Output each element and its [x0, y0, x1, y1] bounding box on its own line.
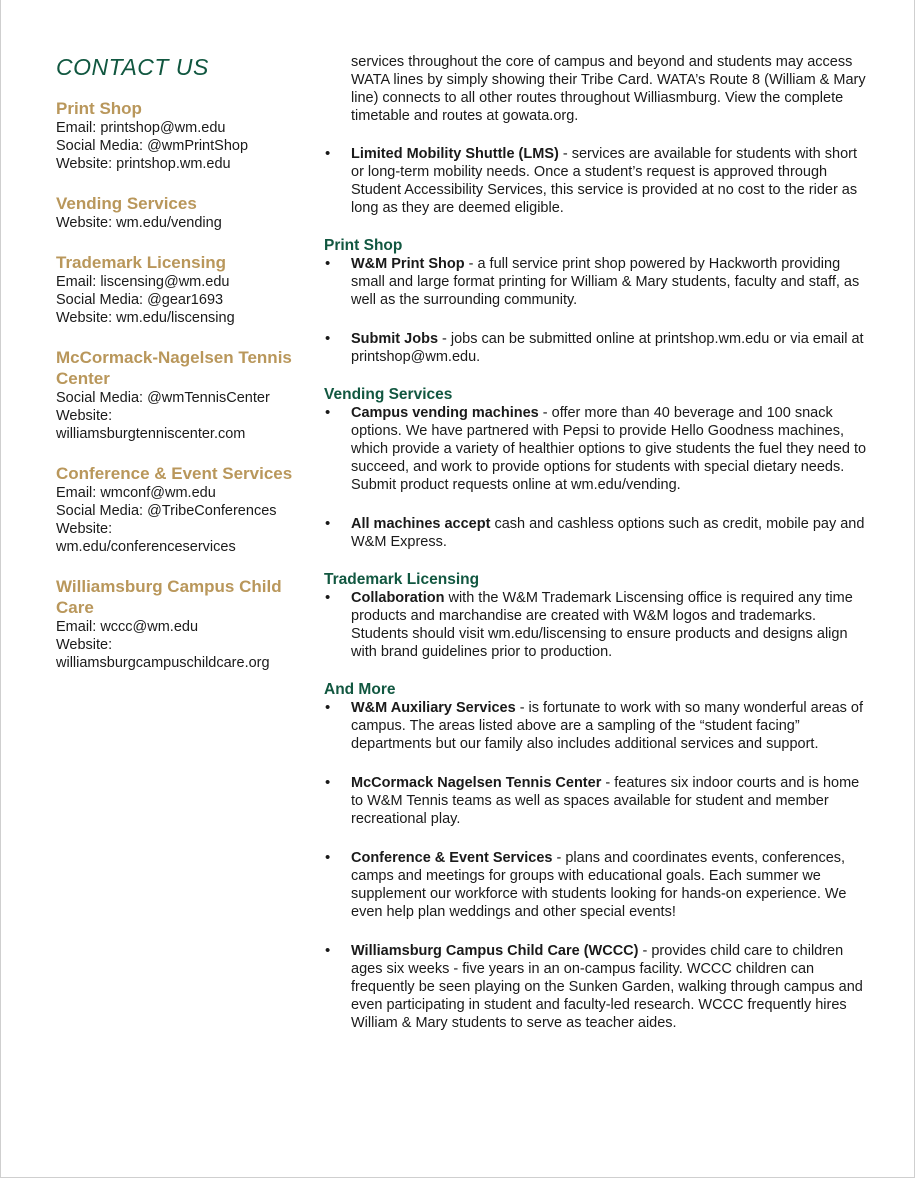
- contact-line: Email: liscensing@wm.edu: [56, 274, 230, 290]
- section-print-shop: [324, 237, 869, 366]
- bullet-text: with the W&M Trademark Liscensing office is required any time products and marchandise are created with W&M logos and trademarks. Students should visit wm.edu/liscensing to ensure products and designs align with brand guidelines prior to production.: [351, 590, 853, 660]
- contact-block-trademark-licensing: [56, 252, 296, 327]
- contact-line: Social Media: @TribeConferences: [56, 503, 277, 519]
- bullet-item: [324, 589, 869, 661]
- contact-line: Social Media: @gear1693: [56, 292, 224, 308]
- bullet-item: [324, 849, 869, 921]
- section-trademark-licensing: [324, 571, 869, 661]
- bullet-lead: Campus vending machines: [351, 405, 539, 421]
- section-title: And More: [324, 681, 396, 698]
- bullet-item: [324, 699, 869, 753]
- bullet-lead: McCormack Nagelsen Tennis Center: [351, 775, 602, 791]
- bullet-text: - features six indoor courts and is home to W&M Tennis teams as well as spaces available for student and member recreational play.: [351, 775, 860, 827]
- services-column: [324, 53, 869, 1052]
- section-title: Trademark Licensing: [324, 571, 480, 588]
- contact-heading: Trademark Licensing: [56, 253, 227, 272]
- bullet-item: [324, 404, 869, 494]
- transportation-intro: services throughout the core of campus and beyond and students may access WATA lines by simply showing their Tribe Card. WATA’s Route 8 (William & Mary line) connects to all other routes throughout Williasmburg. View the complete timetable and routes at gowata.org.: [351, 54, 866, 124]
- contact-title: CONTACT US: [56, 54, 209, 80]
- transportation-section: [324, 53, 869, 217]
- lms-bullet: [324, 145, 869, 217]
- bullet-text: - plans and coordinates events, conferences, camps and meetings for groups with educational goals. Each summer we supplement our workforce with students looking for hands-on experience. We even help plan weddings and other special events!: [351, 850, 847, 920]
- contact-block-williamsburg-campus-child-care: [56, 576, 296, 672]
- bullet-icon: •: [325, 699, 331, 716]
- contact-line: Website:: [56, 637, 113, 653]
- contact-block-vending-services: [56, 193, 296, 232]
- bullet-icon: •: [325, 255, 331, 272]
- bullet-item: [324, 515, 869, 551]
- contact-line: williamsburgtenniscenter.com: [56, 426, 246, 442]
- contact-line: Social Media: @wmPrintShop: [56, 138, 249, 154]
- bullet-icon: •: [325, 515, 331, 532]
- bullet-lead: Submit Jobs: [351, 331, 439, 347]
- bullet-icon: •: [325, 404, 331, 421]
- contact-heading: Williamsburg Campus Child Care: [56, 577, 282, 617]
- section-title: Print Shop: [324, 237, 403, 254]
- bullet-lead: Limited Mobility Shuttle (LMS): [351, 146, 559, 162]
- section-title: Vending Services: [324, 386, 453, 403]
- bullet-text: - is fortunate to work with so many wonderful areas of campus. The areas listed above are a sampling of the “student facing” departments but our family also includes additional services and support.: [351, 700, 864, 752]
- contact-column: [56, 52, 296, 692]
- bullet-lead: Williamsburg Campus Child Care (WCCC): [351, 943, 639, 959]
- bullet-icon: •: [325, 330, 331, 347]
- bullet-icon: •: [325, 774, 331, 791]
- contact-line: Email: printshop@wm.edu: [56, 120, 226, 136]
- service-sections: [324, 237, 869, 1032]
- bullet-text: - a full service print shop powered by Hackworth providing small and large format printing for William & Mary students, faculty and staff, as well as the surrounding community.: [351, 256, 860, 308]
- contact-line: Website:: [56, 521, 113, 537]
- contact-block-print-shop: [56, 98, 296, 173]
- bullet-lead: Conference & Event Services: [351, 850, 553, 866]
- contact-line: Website: wm.edu/vending: [56, 215, 222, 231]
- contact-heading: Vending Services: [56, 194, 197, 213]
- contact-line: Website: printshop.wm.edu: [56, 156, 231, 172]
- contact-blocks: [56, 98, 296, 672]
- bullet-item: [324, 942, 869, 1032]
- bullet-text: - offer more than 40 beverage and 100 snack options. We have partnered with Pepsi to provide Hello Goodness machines, which provide a variety of healthier options to give students the fuel they need to succeed, and work to provide options for students with special dietary needs. Submit product requests online at wm.edu/vending.: [351, 405, 867, 493]
- bullet-item: [324, 330, 869, 366]
- bullet-text: cash and cashless options such as credit, mobile pay and W&M Express.: [351, 516, 865, 550]
- contact-line: Social Media: @wmTennisCenter: [56, 390, 270, 406]
- contact-line: Email: wccc@wm.edu: [56, 619, 199, 635]
- bullet-item: [324, 255, 869, 309]
- bullet-lead: All machines accept: [351, 516, 491, 532]
- contact-block-conference-and-event-services: [56, 463, 296, 556]
- contact-line: Website:: [56, 408, 113, 424]
- contact-line: williamsburgcampuschildcare.org: [56, 655, 270, 671]
- bullet-lead: Collaboration: [351, 590, 445, 606]
- section-and-more: [324, 681, 869, 1032]
- bullet-text: - services are available for students with short or long-term mobility needs. Once a student’s request is approved through Student Accessibility Services, this service is provided at no cost to the rider as long as they are deemed eligible.: [351, 146, 858, 216]
- contact-heading: Conference & Event Services: [56, 464, 293, 483]
- bullet-text: - provides child care to children ages six weeks - five years in an on-campus facility. WCCC children can frequently be seen playing on the Sunken Garden, walking through campus and even participating in student and faculty-led research. WCCC frequently hires William & Mary students to serve as teacher aides.: [351, 943, 863, 1031]
- contact-block-mccormack-nagelsen-tennis-center: [56, 347, 296, 443]
- contact-heading: McCormack-Nagelsen Tennis Center: [56, 348, 292, 388]
- bullet-text: - jobs can be submitted online at printshop.wm.edu or via email at printshop@wm.edu.: [351, 331, 864, 365]
- bullet-icon: •: [325, 942, 331, 959]
- contact-line: Website: wm.edu/liscensing: [56, 310, 235, 326]
- contact-line: wm.edu/conferenceservices: [56, 539, 236, 555]
- bullet-lead: W&M Print Shop: [351, 256, 465, 272]
- bullet-lead: W&M Auxiliary Services: [351, 700, 516, 716]
- section-vending-services: [324, 386, 869, 551]
- contact-line: Email: wmconf@wm.edu: [56, 485, 216, 501]
- bullet-icon: •: [325, 589, 331, 606]
- bullet-icon: •: [325, 849, 331, 866]
- bullet-icon: •: [325, 145, 331, 162]
- contact-heading: Print Shop: [56, 99, 142, 118]
- bullet-item: [324, 774, 869, 828]
